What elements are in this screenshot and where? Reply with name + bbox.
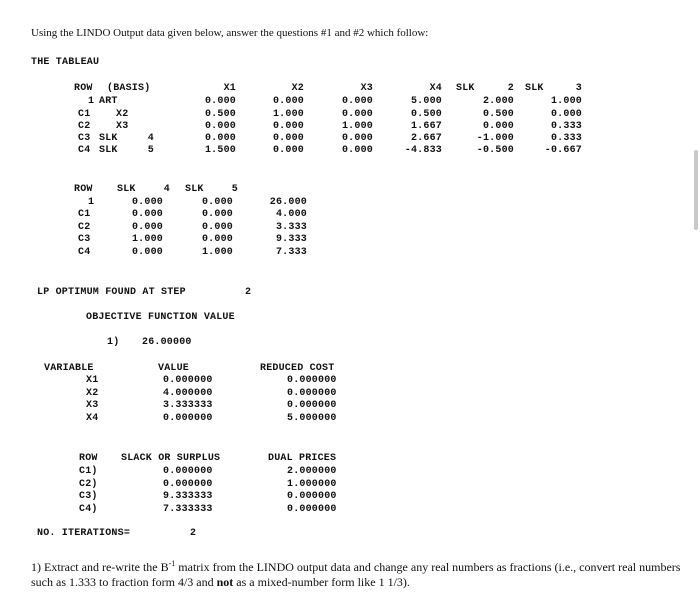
cell-slk5: 0.000 xyxy=(201,209,233,220)
th2-slk4: SLK xyxy=(117,184,136,195)
row-label: C2 xyxy=(78,121,91,132)
row-dual-price: 1.000000 xyxy=(287,479,337,490)
intro-text: Using the LINDO Output data given below, answer the questions #1 and #2 which follow: xyxy=(31,27,429,39)
question-text xyxy=(31,556,691,590)
cell-slk3: 0.333 xyxy=(550,121,582,132)
row-dual-price: 0.000000 xyxy=(287,504,337,515)
cell-x3: 0.000 xyxy=(341,133,373,144)
row-slack: 0.000000 xyxy=(163,466,213,477)
question-part: 1) Extract and re-write the B xyxy=(31,560,169,574)
cell-slk4: 0.000 xyxy=(131,247,163,258)
iterations-label: NO. ITERATIONS= xyxy=(37,528,131,539)
cell-slk2: 0.000 xyxy=(482,121,514,132)
cell-rhs: 7.333 xyxy=(275,247,307,258)
basis-label: SLK xyxy=(99,133,118,144)
cell-x2: 0.000 xyxy=(272,133,304,144)
basis-num: 4 xyxy=(147,133,154,144)
th-slk3-num: 3 xyxy=(575,83,582,94)
cell-slk5: 1.000 xyxy=(201,247,233,258)
objective-value: 26.00000 xyxy=(142,337,192,348)
th-slk3: SLK xyxy=(525,83,544,94)
row-label: C4 xyxy=(78,247,91,258)
th2-slk5: SLK xyxy=(185,184,204,195)
cell-x3: 0.000 xyxy=(341,109,373,120)
row-name: C1) xyxy=(79,466,98,477)
variable-value: 3.333333 xyxy=(163,400,213,411)
cell-x4: 1.667 xyxy=(410,121,442,132)
objective-label: OBJECTIVE FUNCTION VALUE xyxy=(86,312,235,323)
row-name: C4) xyxy=(79,504,98,515)
variable-value: 0.000000 xyxy=(163,375,213,386)
question-emphasis: not xyxy=(216,575,234,589)
cell-slk2: 2.000 xyxy=(482,96,514,107)
cell-slk5: 0.000 xyxy=(201,222,233,233)
basis-label: SLK xyxy=(99,145,118,156)
th-x3: X3 xyxy=(360,83,373,94)
lp-optimum-label: LP OPTIMUM FOUND AT STEP xyxy=(37,287,186,298)
cell-slk5: 0.000 xyxy=(201,197,233,208)
row-slack: 0.000000 xyxy=(163,479,213,490)
cell-slk3: 0.000 xyxy=(550,109,582,120)
row-name: C3) xyxy=(79,491,98,502)
cell-x2: 0.000 xyxy=(272,145,304,156)
variable-reduced-cost: 0.000000 xyxy=(287,375,337,386)
th-x4: X4 xyxy=(429,83,442,94)
variable-reduced-cost: 5.000000 xyxy=(287,413,337,424)
cell-slk3: 1.000 xyxy=(550,96,582,107)
row-header: ROW xyxy=(79,453,98,464)
variable-name: X2 xyxy=(86,388,99,399)
cell-x1: 0.000 xyxy=(204,96,236,107)
variable-value: 4.000000 xyxy=(163,388,213,399)
th-slk2: SLK xyxy=(456,83,475,94)
reduced-cost-header: REDUCED COST xyxy=(260,363,335,374)
value-header: VALUE xyxy=(158,363,190,374)
row-label: C2 xyxy=(78,222,91,233)
cell-x3: 1.000 xyxy=(341,121,373,132)
cell-slk5: 0.000 xyxy=(201,234,233,245)
cell-x4: 5.000 xyxy=(410,96,442,107)
row-label: C1 xyxy=(78,109,91,120)
iterations-value: 2 xyxy=(190,528,197,539)
row-slack: 9.333333 xyxy=(163,491,213,502)
cell-slk2: 0.500 xyxy=(482,109,514,120)
th2-slk4-num: 4 xyxy=(163,184,170,195)
cell-x2: 0.000 xyxy=(272,96,304,107)
row-label: C4 xyxy=(78,145,91,156)
question-part: matrix from the LINDO output data and change any real numbers as fractions (i.e., convert real numbers such as 1.333 to fraction form 4/3 and xyxy=(31,560,681,589)
cell-slk4: 1.000 xyxy=(131,234,163,245)
cell-x4: 0.500 xyxy=(410,109,442,120)
row-label: 1 xyxy=(88,197,95,208)
row-label: C3 xyxy=(78,133,91,144)
dual-prices-header: DUAL PRICES xyxy=(268,453,337,464)
variable-name: X4 xyxy=(86,413,99,424)
cell-x1: 0.000 xyxy=(204,121,236,132)
variable-reduced-cost: 0.000000 xyxy=(287,400,337,411)
slack-header: SLACK OR SURPLUS xyxy=(121,453,221,464)
th-x2: X2 xyxy=(291,83,304,94)
variable-name: X3 xyxy=(86,400,99,411)
tableau-title: THE TABLEAU xyxy=(31,57,100,68)
cell-x1: 0.000 xyxy=(204,133,236,144)
cell-x1: 1.500 xyxy=(204,145,236,156)
cell-x4: -4.833 xyxy=(404,145,442,156)
question-part: as a mixed-number form like 1 1/3). xyxy=(233,575,410,589)
cell-slk4: 0.000 xyxy=(131,197,163,208)
objective-row: 1) xyxy=(107,337,120,348)
cell-rhs: 26.000 xyxy=(269,197,307,208)
basis-label: ART xyxy=(99,96,118,107)
cell-rhs: 4.000 xyxy=(275,209,307,220)
cell-rhs: 9.333 xyxy=(275,234,307,245)
cell-slk2: -0.500 xyxy=(476,145,514,156)
variable-reduced-cost: 0.000000 xyxy=(287,388,337,399)
cell-x1: 0.500 xyxy=(204,109,236,120)
cell-rhs: 3.333 xyxy=(275,222,307,233)
cell-slk3: -0.667 xyxy=(544,145,582,156)
cell-slk3: 0.333 xyxy=(550,133,582,144)
row-name: C2) xyxy=(79,479,98,490)
row-dual-price: 2.000000 xyxy=(287,466,337,477)
basis-label: X2 xyxy=(116,109,129,120)
vertical-scrollbar[interactable] xyxy=(694,150,698,230)
cell-slk2: -1.000 xyxy=(476,133,514,144)
row-label: C3 xyxy=(78,234,91,245)
cell-x3: 0.000 xyxy=(341,96,373,107)
variable-value: 0.000000 xyxy=(163,413,213,424)
th-slk2-num: 2 xyxy=(507,83,514,94)
th2-slk5-num: 5 xyxy=(231,184,238,195)
cell-x4: 2.667 xyxy=(410,133,442,144)
cell-x3: 0.000 xyxy=(341,145,373,156)
variable-header: VARIABLE xyxy=(44,363,94,374)
cell-slk4: 0.000 xyxy=(131,222,163,233)
basis-num: 5 xyxy=(147,145,154,156)
th-basis: (BASIS) xyxy=(107,83,151,94)
basis-label: X3 xyxy=(116,121,129,132)
row-label: C1 xyxy=(78,209,91,220)
row-label: 1 xyxy=(88,96,95,107)
th2-row: ROW xyxy=(74,184,93,195)
row-dual-price: 0.000000 xyxy=(287,491,337,502)
cell-slk4: 0.000 xyxy=(131,209,163,220)
th-row: ROW xyxy=(74,83,93,94)
cell-x2: 0.000 xyxy=(272,121,304,132)
row-slack: 7.333333 xyxy=(163,504,213,515)
variable-name: X1 xyxy=(86,375,99,386)
th-x1: X1 xyxy=(223,83,236,94)
lp-optimum-step: 2 xyxy=(245,287,252,298)
question-superscript: -1 xyxy=(168,559,176,568)
cell-x2: 1.000 xyxy=(272,109,304,120)
